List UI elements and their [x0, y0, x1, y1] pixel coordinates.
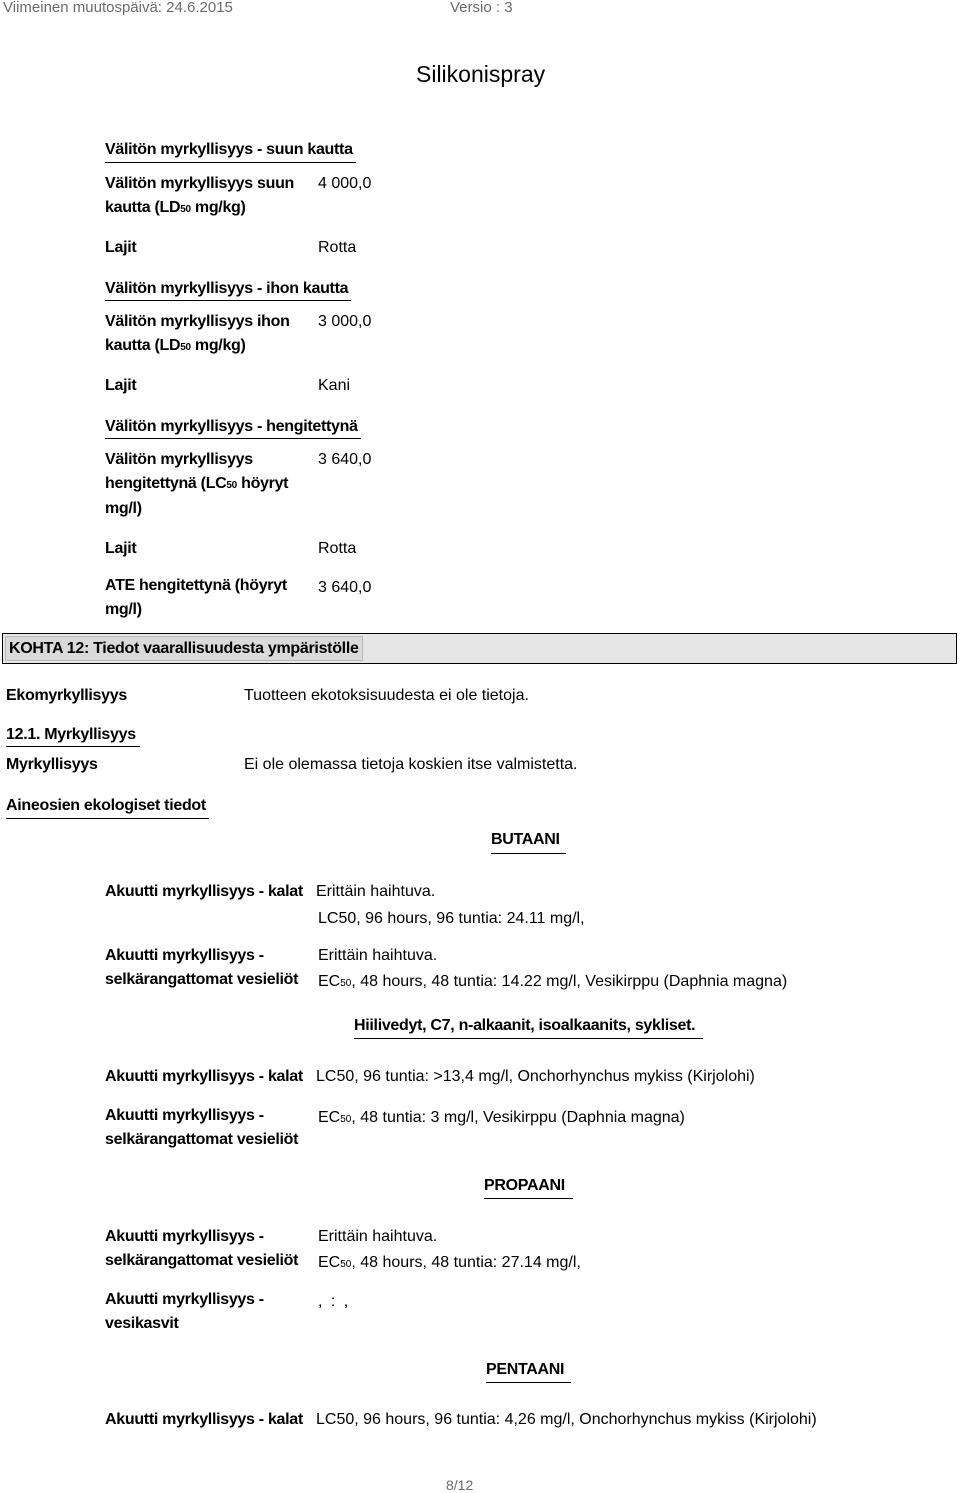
propaani-plants-label-line1: Akuutti myrkyllisyys -: [105, 1291, 264, 1308]
oral-ld50-value: 4 000,0: [318, 175, 372, 192]
hiilivedyt-invertebrates-label-line1: Akuutti myrkyllisyys -: [105, 1107, 264, 1124]
butaani-invertebrates-label-line1: Akuutti myrkyllisyys -: [105, 947, 264, 964]
page-number: 8/12: [446, 1477, 474, 1493]
inhalation-lc50-label-line1: Välitön myrkyllisyys: [105, 451, 253, 468]
propaani-invertebrates-label-line1: Akuutti myrkyllisyys -: [105, 1228, 264, 1245]
inhalation-toxicity-heading: Välitön myrkyllisyys - hengitettynä: [105, 418, 358, 435]
butaani-fish-label: Akuutti myrkyllisyys - kalat: [105, 883, 303, 900]
oral-species-label: Lajit: [105, 239, 137, 256]
dermal-toxicity-heading: Välitön myrkyllisyys - ihon kautta: [105, 280, 349, 297]
hiilivedyt-underline: [354, 1038, 703, 1039]
inhalation-heading-underline: [105, 438, 361, 439]
toxicity-label: Myrkyllisyys: [6, 756, 98, 773]
inhalation-species-label: Lajit: [105, 540, 137, 557]
dermal-ld50-label-line2: kautta (LD50 mg/kg): [105, 337, 246, 354]
ecotoxicity-label: Ekomyrkyllisyys: [6, 687, 127, 704]
last-modified-date: Viimeinen muutospäivä: 24.6.2015: [3, 0, 233, 16]
hiilivedyt-name: Hiilivedyt, C7, n-alkaanit, isoalkaanits, sykliset.: [354, 1017, 696, 1034]
hiilivedyt-invertebrates-label-line2: selkärangattomat vesieliöt: [105, 1131, 299, 1148]
section-12-header: [2, 633, 957, 664]
butaani-underline: [491, 853, 566, 854]
dermal-species-label: Lajit: [105, 377, 137, 394]
version-label: Versio : 3: [450, 0, 513, 16]
propaani-invertebrates-label-line2: selkärangattomat vesieliöt: [105, 1252, 299, 1269]
oral-toxicity-heading: Välitön myrkyllisyys - suun kautta: [105, 141, 353, 158]
section-12-title: KOHTA 12: Tiedot vaarallisuudesta ympäristölle: [5, 636, 363, 661]
page-title: Silikonispray: [416, 61, 546, 87]
ate-inhalation-label-line1: ATE hengitettynä (höyryt: [105, 577, 287, 594]
inhalation-species-value: Rotta: [318, 540, 357, 557]
ingredients-heading-underline: [6, 818, 209, 819]
ingredients-ecology-heading: Aineosien ekologiset tiedot: [6, 797, 206, 814]
toxicity-subsection-underline: [6, 746, 140, 747]
butaani-fish-line2: LC50, 96 hours, 96 tuntia: 24.11 mg/l,: [318, 910, 585, 927]
hiilivedyt-invertebrates-text: EC50, 48 tuntia: 3 mg/l, Vesikirppu (Daphnia magna): [318, 1109, 685, 1126]
inhalation-lc50-value: 3 640,0: [318, 451, 372, 468]
dermal-species-value: Kani: [318, 377, 351, 394]
butaani-fish-line1: Erittäin haihtuva.: [316, 883, 436, 900]
dermal-heading-underline: [105, 300, 351, 301]
inhalation-lc50-label-line2: hengitettynä (LC50 höyryt: [105, 475, 289, 492]
butaani-invertebrates-label-line2: selkärangattomat vesieliöt: [105, 971, 299, 988]
propaani-plants-label-line2: vesikasvit: [105, 1315, 179, 1332]
ecotoxicity-text: Tuotteen ekotoksisuudesta ei ole tietoja.: [244, 687, 529, 704]
propaani-invertebrates-line1: Erittäin haihtuva.: [318, 1228, 438, 1245]
butaani-name: BUTAANI: [491, 831, 560, 848]
butaani-invertebrates-line1: Erittäin haihtuva.: [318, 947, 438, 964]
inhalation-lc50-label-line3: mg/l): [105, 500, 142, 517]
oral-species-value: Rotta: [318, 239, 357, 256]
pentaani-fish-label: Akuutti myrkyllisyys - kalat: [105, 1411, 303, 1428]
propaani-name: PROPAANI: [484, 1177, 565, 1194]
dermal-ld50-label-line1: Välitön myrkyllisyys ihon: [105, 313, 290, 330]
propaani-plants-text: , : ,: [318, 1293, 349, 1310]
ate-inhalation-label-line2: mg/l): [105, 601, 142, 618]
pentaani-underline: [486, 1382, 571, 1383]
ate-inhalation-value: 3 640,0: [318, 579, 372, 596]
hiilivedyt-fish-label: Akuutti myrkyllisyys - kalat: [105, 1068, 303, 1085]
propaani-invertebrates-line2: EC50, 48 hours, 48 tuntia: 27.14 mg/l,: [318, 1254, 581, 1271]
oral-ld50-label-line2: kautta (LD50 mg/kg): [105, 199, 246, 216]
hiilivedyt-fish-text: LC50, 96 tuntia: >13,4 mg/l, Onchorhynchus mykiss (Kirjolohi): [316, 1068, 755, 1085]
toxicity-text: Ei ole olemassa tietoja koskien itse valmistetta.: [244, 756, 578, 773]
oral-heading-underline: [105, 162, 356, 163]
pentaani-name: PENTAANI: [486, 1361, 565, 1378]
dermal-ld50-value: 3 000,0: [318, 313, 372, 330]
butaani-invertebrates-line2: EC50, 48 hours, 48 tuntia: 14.22 mg/l, Vesikirppu (Daphnia magna): [318, 973, 788, 990]
oral-ld50-label-line1: Välitön myrkyllisyys suun: [105, 175, 295, 192]
pentaani-fish-text: LC50, 96 hours, 96 tuntia: 4,26 mg/l, Onchorhynchus mykiss (Kirjolohi): [316, 1411, 817, 1428]
propaani-underline: [484, 1198, 573, 1199]
toxicity-subsection-heading: 12.1. Myrkyllisyys: [6, 726, 136, 743]
